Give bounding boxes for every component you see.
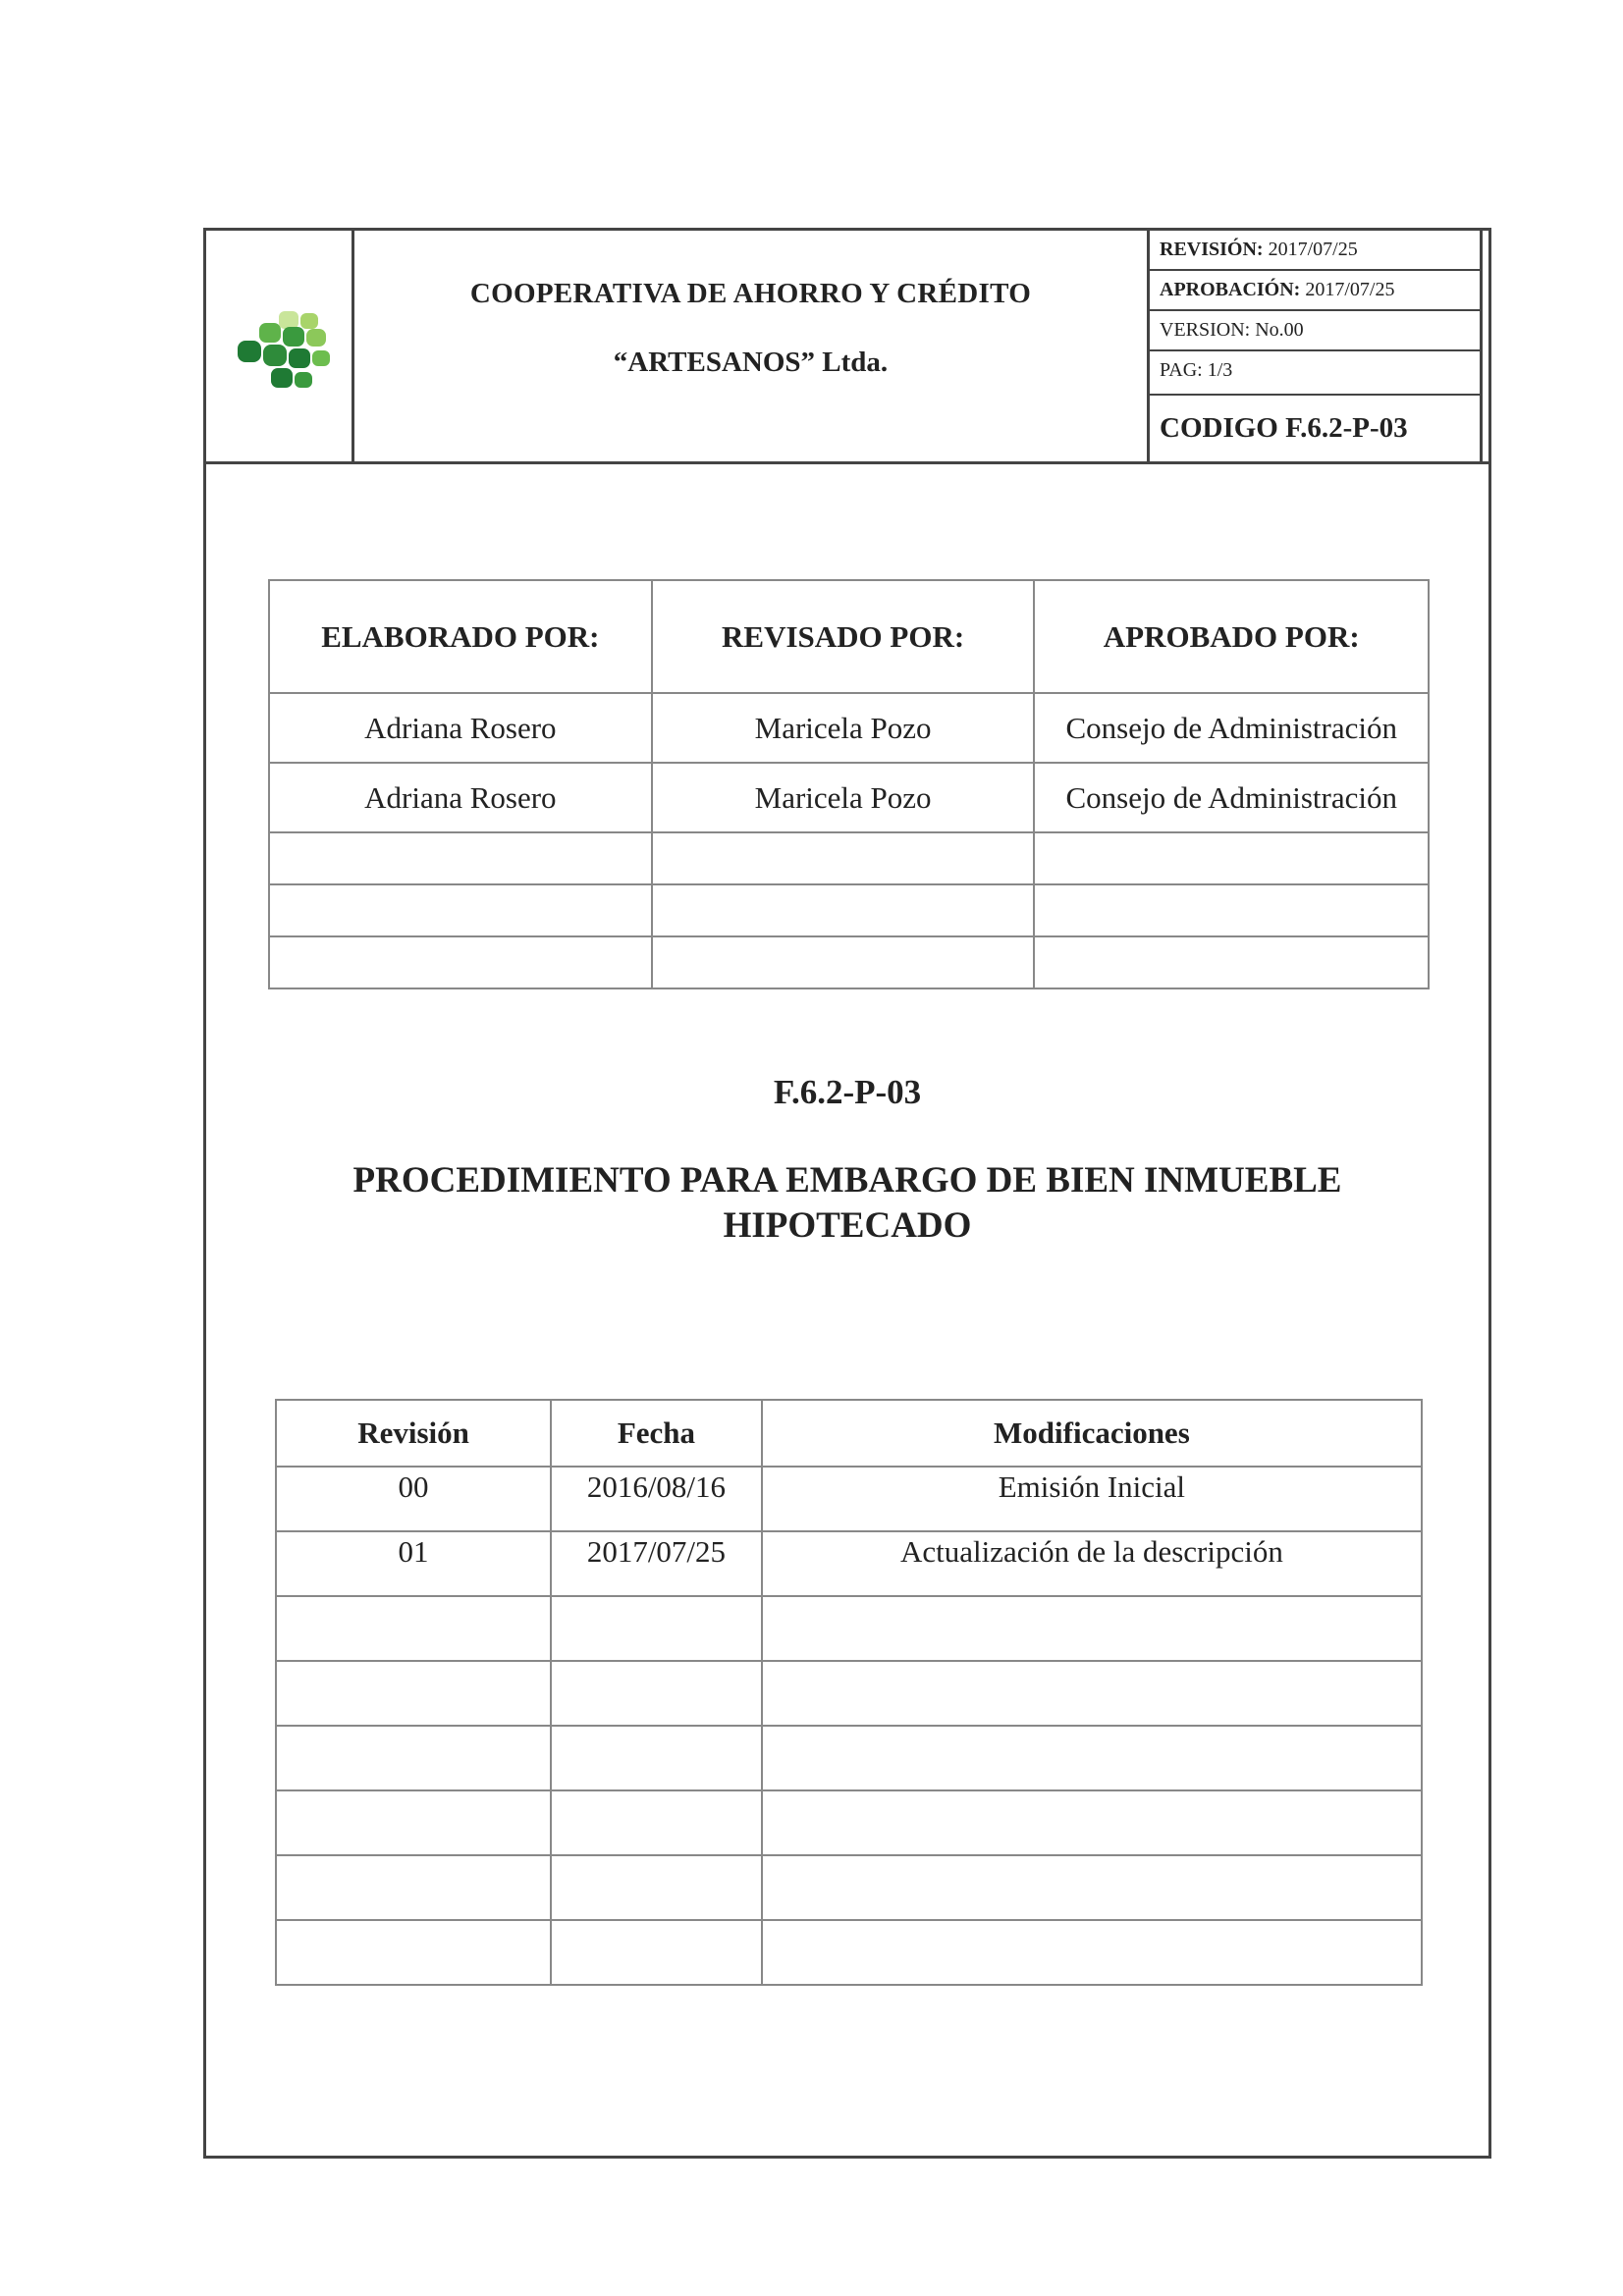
table-row xyxy=(269,936,1429,988)
modificaciones-cell: Actualización de la descripción xyxy=(762,1531,1422,1596)
version-row: VERSION: No.00 xyxy=(1150,311,1483,351)
revision-label: REVISIÓN: xyxy=(1160,239,1264,260)
aprobacion-label: APROBACIÓN: xyxy=(1160,279,1301,300)
signature-cell xyxy=(652,884,1035,936)
document-code: F.6.2-P-03 xyxy=(773,1073,922,1111)
signature-cell xyxy=(1034,884,1429,936)
revision-cell xyxy=(276,1596,551,1661)
table-row xyxy=(276,1726,1422,1790)
table-row xyxy=(269,832,1429,884)
fecha-cell xyxy=(551,1726,762,1790)
modificaciones-col-header: Modificaciones xyxy=(762,1400,1422,1467)
signature-cell xyxy=(1034,832,1429,884)
signature-cell: Maricela Pozo xyxy=(652,693,1035,763)
fecha-cell xyxy=(551,1790,762,1855)
document-title: PROCEDIMIENTO PARA EMBARGO DE BIEN INMUEBLE HIPOTECADO xyxy=(352,1160,1342,1246)
revision-cell xyxy=(276,1661,551,1726)
table-row xyxy=(276,1661,1422,1726)
signature-header-row xyxy=(269,580,1429,693)
table-row xyxy=(276,1467,1422,1531)
revision-col-header: Revisión xyxy=(276,1400,551,1467)
revision-cell xyxy=(276,1920,551,1985)
cooperative-logo-icon xyxy=(236,309,334,398)
signature-cell: Consejo de Administración xyxy=(1034,763,1429,832)
revision-value: 2017/07/25 xyxy=(1268,239,1358,260)
signature-cell: Consejo de Administración xyxy=(1034,693,1429,763)
revision-cell xyxy=(276,1790,551,1855)
signature-cell: Adriana Rosero xyxy=(269,763,652,832)
table-row xyxy=(276,1790,1422,1855)
document-header xyxy=(206,231,1488,464)
table-row xyxy=(276,1531,1422,1596)
signature-cell xyxy=(1034,936,1429,988)
document-frame xyxy=(203,228,1491,2159)
fecha-col-header: Fecha xyxy=(551,1400,762,1467)
revision-cell xyxy=(276,1726,551,1790)
modificaciones-cell xyxy=(762,1790,1422,1855)
logo-cell xyxy=(206,231,354,461)
revision-table xyxy=(275,1399,1423,1986)
signature-table xyxy=(268,579,1430,989)
fecha-cell xyxy=(551,1920,762,1985)
fecha-cell xyxy=(551,1661,762,1726)
table-row xyxy=(269,693,1429,763)
revision-cell: 01 xyxy=(276,1531,551,1596)
fecha-cell: 2016/08/16 xyxy=(551,1467,762,1531)
document-code-label: CODIGO F.6.2-P-03 xyxy=(1150,396,1483,461)
modificaciones-cell xyxy=(762,1661,1422,1726)
table-row xyxy=(269,884,1429,936)
signature-cell xyxy=(269,936,652,988)
modificaciones-cell xyxy=(762,1596,1422,1661)
fecha-cell xyxy=(551,1596,762,1661)
revision-cell: 00 xyxy=(276,1467,551,1531)
modificaciones-cell: Emisión Inicial xyxy=(762,1467,1422,1531)
signature-cell: Maricela Pozo xyxy=(652,763,1035,832)
header-title-cell xyxy=(354,231,1150,461)
table-row xyxy=(276,1920,1422,1985)
revision-header-row xyxy=(276,1400,1422,1467)
elaborado-header: ELABORADO POR: xyxy=(269,580,652,693)
aprobacion-row xyxy=(1150,271,1483,311)
signature-cell: Adriana Rosero xyxy=(269,693,652,763)
header-meta-cell xyxy=(1150,231,1488,461)
signature-cell xyxy=(269,832,652,884)
revision-cell xyxy=(276,1855,551,1920)
table-row xyxy=(276,1855,1422,1920)
fecha-cell xyxy=(551,1855,762,1920)
signature-cell xyxy=(652,832,1035,884)
table-row xyxy=(269,763,1429,832)
revisado-header: REVISADO POR: xyxy=(652,580,1035,693)
aprobacion-value: 2017/07/25 xyxy=(1305,279,1395,300)
table-row xyxy=(276,1596,1422,1661)
organization-name: COOPERATIVA DE AHORRO Y CRÉDITO xyxy=(469,278,1032,309)
page-row: PAG: 1/3 xyxy=(1150,351,1483,396)
fecha-cell: 2017/07/25 xyxy=(551,1531,762,1596)
signature-cell xyxy=(652,936,1035,988)
modificaciones-cell xyxy=(762,1855,1422,1920)
revision-row xyxy=(1150,231,1483,271)
modificaciones-cell xyxy=(762,1726,1422,1790)
aprobado-header: APROBADO POR: xyxy=(1034,580,1429,693)
organization-subtitle: “ARTESANOS” Ltda. xyxy=(613,347,889,378)
modificaciones-cell xyxy=(762,1920,1422,1985)
signature-cell xyxy=(269,884,652,936)
